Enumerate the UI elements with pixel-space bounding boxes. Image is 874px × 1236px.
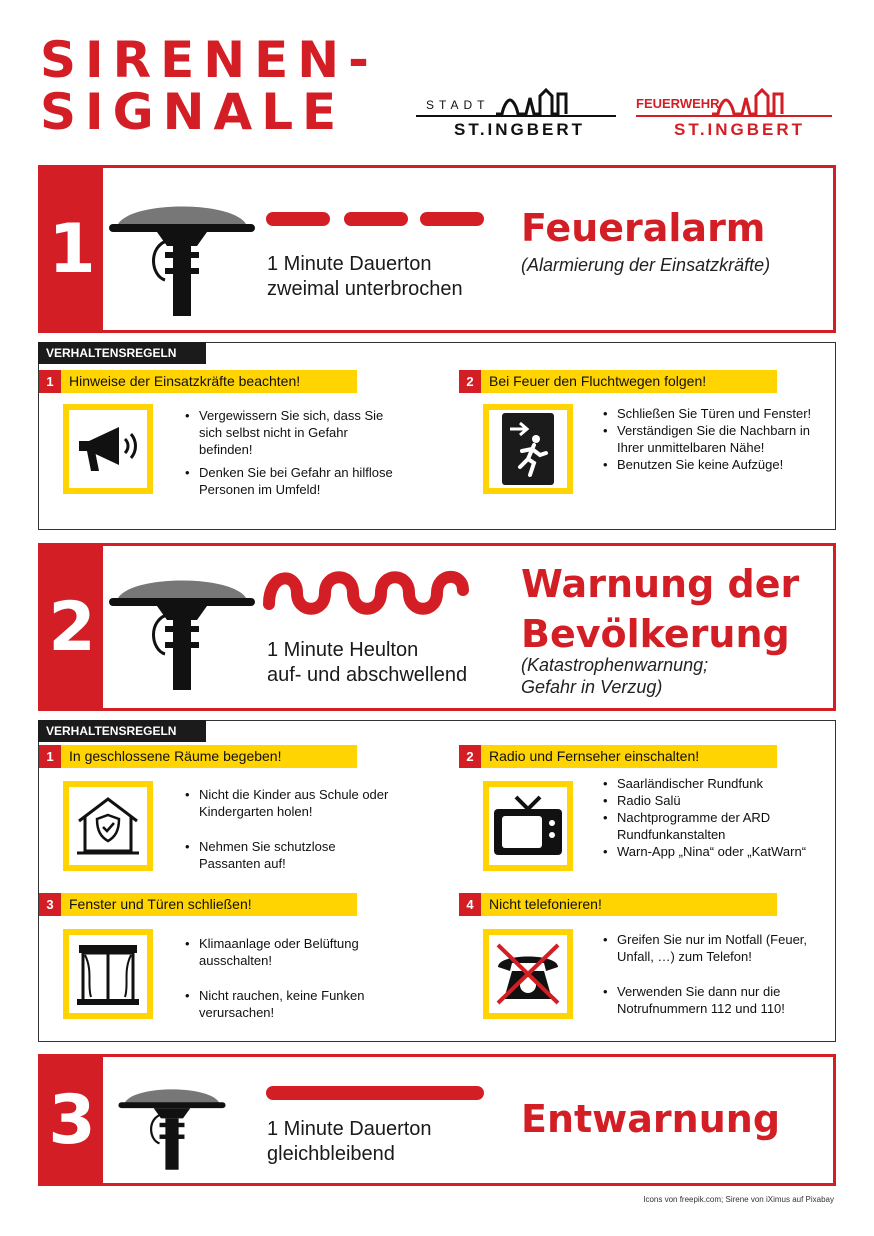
list-item: • Benutzen Sie keine Aufzüge! bbox=[603, 456, 829, 473]
list-item: • Klimaanlage oder Belüftung ausschalten! bbox=[185, 935, 395, 969]
rules-1-item-2-list bbox=[603, 405, 829, 473]
rules-1-item-2-label: Bei Feuer den Fluchtwegen folgen! bbox=[489, 373, 707, 389]
rules-2-item-1-label: In geschlossene Räume begeben! bbox=[69, 748, 282, 764]
signal-1-number: 1 bbox=[41, 168, 103, 330]
list-item: • Nehmen Sie schutzlose Passanten auf! bbox=[185, 838, 395, 872]
rules-1-item-1-iconbox bbox=[63, 404, 153, 494]
signal-2-heading bbox=[521, 562, 799, 656]
rules-2-item-4-bar bbox=[459, 893, 777, 916]
title-line-1: SIRENEN- bbox=[40, 31, 378, 89]
signal-1-panel bbox=[38, 165, 836, 333]
rules-1-item-2-bar bbox=[459, 370, 777, 393]
siren-icon bbox=[107, 564, 257, 694]
rules-1-item-1-label: Hinweise der Einsatzkräfte beachten! bbox=[69, 373, 301, 389]
rules-2-item-2-bar bbox=[459, 745, 777, 768]
tone-pattern-continuous bbox=[265, 1083, 485, 1103]
signal-3-number: 3 bbox=[41, 1057, 103, 1183]
rules-2-item-2-list bbox=[603, 775, 829, 860]
list-item: • Denken Sie bei Gefahr an hilflose Personen im Umfeld! bbox=[185, 464, 395, 498]
stadt-logo-top: STADT bbox=[426, 98, 490, 112]
signal-1-tone bbox=[267, 252, 463, 302]
safe-house-icon bbox=[73, 793, 143, 859]
signal-2-tone-line-2: auf- und abschwellend bbox=[267, 664, 468, 686]
signal-2-panel bbox=[38, 543, 836, 711]
rules-2-item-1-bar bbox=[39, 745, 357, 768]
rules-1-tag: VERHALTENSREGELN bbox=[38, 342, 206, 364]
rules-2-item-2-iconbox bbox=[483, 781, 573, 871]
signal-2-heading-line-2: Bevölkerung bbox=[521, 612, 790, 656]
list-item: • Saarländischer Rundfunk bbox=[603, 775, 829, 792]
list-item: • Greifen Sie nur im Notfall (Feuer, Unfall, …) zum Telefon! bbox=[603, 931, 829, 965]
feuerwehr-logo-rule bbox=[636, 115, 832, 117]
list-item: • Warn-App „Nina“ oder „KatWarn“ bbox=[603, 843, 829, 860]
signal-2-sub-line-2: Gefahr in Verzug) bbox=[521, 677, 663, 697]
rules-2-item-1-list bbox=[185, 786, 395, 890]
skyline-icon bbox=[496, 86, 586, 118]
rules-1-item-1-number: 1 bbox=[39, 370, 61, 393]
signal-2-sub-line-1: (Katastrophenwarnung; bbox=[521, 655, 709, 675]
rules-2-item-3-iconbox bbox=[63, 929, 153, 1019]
image-credit: Icons von freepik.com; Sirene von iXimus auf Pixabay bbox=[643, 1195, 834, 1204]
list-item: • Radio Salü bbox=[603, 792, 829, 809]
rules-2-item-3-label: Fenster und Türen schließen! bbox=[69, 896, 252, 912]
list-item: • Nicht rauchen, keine Funken verursachen! bbox=[185, 987, 395, 1021]
signal-3-tone-line-2: gleichbleibend bbox=[267, 1143, 395, 1165]
signal-2-tone-line-1: 1 Minute Heulton bbox=[267, 639, 419, 661]
list-item: • Nicht die Kinder aus Schule oder Kindergarten holen! bbox=[185, 786, 395, 820]
signal-1-tone-line-1: 1 Minute Dauerton bbox=[267, 253, 432, 275]
rules-2-item-4-label: Nicht telefonieren! bbox=[489, 896, 602, 912]
signal-2-tone bbox=[267, 638, 467, 688]
rules-2-item-2-number: 2 bbox=[459, 745, 481, 768]
rules-2-item-1-iconbox bbox=[63, 781, 153, 871]
list-item: • Schließen Sie Türen und Fenster! bbox=[603, 405, 829, 422]
rules-1-item-1-bar bbox=[39, 370, 357, 393]
siren-icon bbox=[107, 190, 257, 320]
rules-1-item-2-iconbox bbox=[483, 404, 573, 494]
signal-1-tone-line-2: zweimal unterbrochen bbox=[267, 278, 463, 300]
tone-pattern-wave bbox=[263, 568, 473, 618]
feuerwehr-logo-top: FEUERWEHR bbox=[636, 96, 720, 111]
signal-3-tone bbox=[267, 1117, 432, 1167]
rules-2-item-2-label: Radio und Fernseher einschalten! bbox=[489, 748, 700, 764]
rules-2-item-3-bar bbox=[39, 893, 357, 916]
tv-icon bbox=[492, 793, 564, 859]
list-item: • Verständigen Sie die Nachbarn in Ihrer unmittelbaren Nähe! bbox=[603, 422, 829, 456]
signal-3-tone-line-1: 1 Minute Dauerton bbox=[267, 1118, 432, 1140]
rules-2-item-4-number: 4 bbox=[459, 893, 481, 916]
rules-2-tag: VERHALTENSREGELN bbox=[38, 720, 206, 742]
feuerwehr-logo-bottom: ST.INGBERT bbox=[674, 120, 806, 139]
signal-3-panel bbox=[38, 1054, 836, 1186]
page-title bbox=[40, 31, 378, 141]
signal-2-subheading bbox=[521, 654, 708, 698]
tone-pattern-interrupted bbox=[265, 209, 485, 229]
rules-2-box bbox=[38, 720, 836, 1042]
rules-1-item-2-number: 2 bbox=[459, 370, 481, 393]
rules-1-item-1-list bbox=[185, 407, 395, 504]
rules-2-item-1-number: 1 bbox=[39, 745, 61, 768]
emergency-exit-icon bbox=[500, 411, 556, 487]
rules-2-item-3-list bbox=[185, 935, 395, 1039]
rules-2-item-4-list bbox=[603, 931, 829, 1035]
skyline-icon bbox=[712, 86, 802, 118]
list-item: • Nachtprogramme der ARD Rundfunkanstalten bbox=[603, 809, 829, 843]
signal-2-number: 2 bbox=[41, 546, 103, 708]
megaphone-icon bbox=[73, 419, 143, 479]
stadt-logo-bottom: ST.INGBERT bbox=[454, 120, 586, 139]
stadt-logo-rule bbox=[416, 115, 616, 117]
list-item: • Verwenden Sie dann nur die Notrufnummern 112 und 110! bbox=[603, 983, 829, 1017]
signal-1-subheading: (Alarmierung der Einsatzkräfte) bbox=[521, 255, 771, 275]
list-item: • Vergewissern Sie sich, dass Sie sich selbst nicht in Gefahr befinden! bbox=[185, 407, 395, 458]
no-phone-icon bbox=[492, 941, 564, 1007]
signal-3-heading: Entwarnung bbox=[521, 1097, 781, 1141]
rules-2-item-4-iconbox bbox=[483, 929, 573, 1019]
signal-1-heading: Feueralarm bbox=[521, 206, 766, 250]
signal-2-heading-line-1: Warnung der bbox=[521, 562, 800, 606]
siren-icon bbox=[117, 1075, 227, 1175]
rules-1-box bbox=[38, 342, 836, 530]
title-line-2: SIGNALE bbox=[40, 83, 346, 141]
rules-2-item-3-number: 3 bbox=[39, 893, 61, 916]
window-icon bbox=[75, 941, 141, 1007]
